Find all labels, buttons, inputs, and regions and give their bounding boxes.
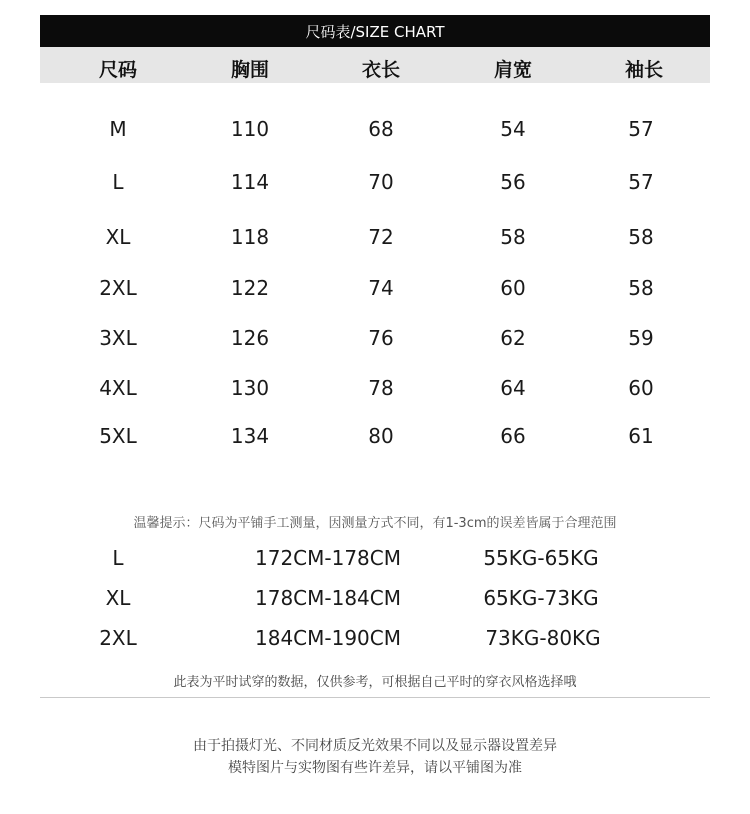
header-size: 尺码 bbox=[98, 59, 138, 81]
chest-cell: 114 bbox=[230, 170, 270, 194]
size-cell: L bbox=[112, 546, 124, 570]
shoulder-cell: 54 bbox=[500, 117, 526, 141]
size-cell: M bbox=[109, 117, 127, 141]
shoulder-cell: 58 bbox=[500, 225, 526, 249]
sleeve-cell: 60 bbox=[628, 376, 654, 400]
shoulder-cell: 66 bbox=[500, 424, 526, 448]
chest-cell: 130 bbox=[230, 376, 270, 400]
sleeve-cell: 59 bbox=[628, 326, 654, 350]
height-range: 178CM-184CM bbox=[254, 586, 402, 610]
length-cell: 68 bbox=[368, 117, 394, 141]
size-cell: XL bbox=[105, 586, 131, 610]
sleeve-cell: 61 bbox=[628, 424, 654, 448]
height-weight-row bbox=[40, 586, 710, 616]
disclaimer-line-2: 模特图片与实物图有些许差异，请以平铺图为准 bbox=[228, 760, 522, 776]
length-cell: 76 bbox=[368, 326, 394, 350]
chest-cell: 134 bbox=[230, 424, 270, 448]
length-cell: 74 bbox=[368, 276, 394, 300]
sleeve-cell: 57 bbox=[628, 170, 654, 194]
weight-range: 65KG-73KG bbox=[483, 586, 599, 610]
shoulder-cell: 56 bbox=[500, 170, 526, 194]
height-range: 184CM-190CM bbox=[254, 626, 402, 650]
header-shoulder: 肩宽 bbox=[493, 59, 533, 81]
chest-cell: 122 bbox=[230, 276, 270, 300]
measurement-tip: 温馨提示：尺码为平铺手工测量，因测量方式不同，有1-3cm的误差皆属于合理范围 bbox=[133, 516, 617, 531]
chest-cell: 118 bbox=[230, 225, 270, 249]
table-row bbox=[40, 117, 710, 147]
divider bbox=[40, 697, 710, 698]
reference-note: 此表为平时试穿的数据，仅供参考，可根据自己平时的穿衣风格选择哦 bbox=[173, 675, 577, 690]
header-chest: 胸围 bbox=[230, 59, 270, 81]
table-row bbox=[40, 424, 710, 454]
length-cell: 70 bbox=[368, 170, 394, 194]
header-length: 衣长 bbox=[361, 59, 401, 81]
length-cell: 78 bbox=[368, 376, 394, 400]
length-cell: 80 bbox=[368, 424, 394, 448]
shoulder-cell: 64 bbox=[500, 376, 526, 400]
table-row bbox=[40, 376, 710, 406]
sleeve-cell: 58 bbox=[628, 225, 654, 249]
size-cell: 2XL bbox=[99, 626, 137, 650]
sleeve-cell: 58 bbox=[628, 276, 654, 300]
weight-range: 73KG-80KG bbox=[485, 626, 601, 650]
table-header bbox=[40, 47, 710, 83]
chest-cell: 126 bbox=[230, 326, 270, 350]
size-cell: 2XL bbox=[99, 276, 137, 300]
size-cell: 4XL bbox=[99, 376, 137, 400]
shoulder-cell: 62 bbox=[500, 326, 526, 350]
size-cell: 5XL bbox=[99, 424, 137, 448]
table-row bbox=[40, 276, 710, 306]
size-chart-title bbox=[40, 15, 710, 47]
sleeve-cell: 57 bbox=[628, 117, 654, 141]
chest-cell: 110 bbox=[230, 117, 270, 141]
length-cell: 72 bbox=[368, 225, 394, 249]
table-row bbox=[40, 225, 710, 255]
size-cell: L bbox=[112, 170, 124, 194]
weight-range: 55KG-65KG bbox=[483, 546, 599, 570]
height-weight-row bbox=[40, 626, 710, 656]
size-cell: 3XL bbox=[99, 326, 137, 350]
size-cell: XL bbox=[105, 225, 131, 249]
disclaimer-line-1: 由于拍摄灯光、不同材质反光效果不同以及显示器设置差异 bbox=[193, 738, 557, 754]
title-text: 尺码表/SIZE CHART bbox=[305, 22, 445, 41]
table-row bbox=[40, 170, 710, 200]
height-weight-row bbox=[40, 546, 710, 576]
table-row bbox=[40, 326, 710, 356]
header-sleeve: 袖长 bbox=[624, 59, 664, 81]
shoulder-cell: 60 bbox=[500, 276, 526, 300]
height-range: 172CM-178CM bbox=[254, 546, 402, 570]
